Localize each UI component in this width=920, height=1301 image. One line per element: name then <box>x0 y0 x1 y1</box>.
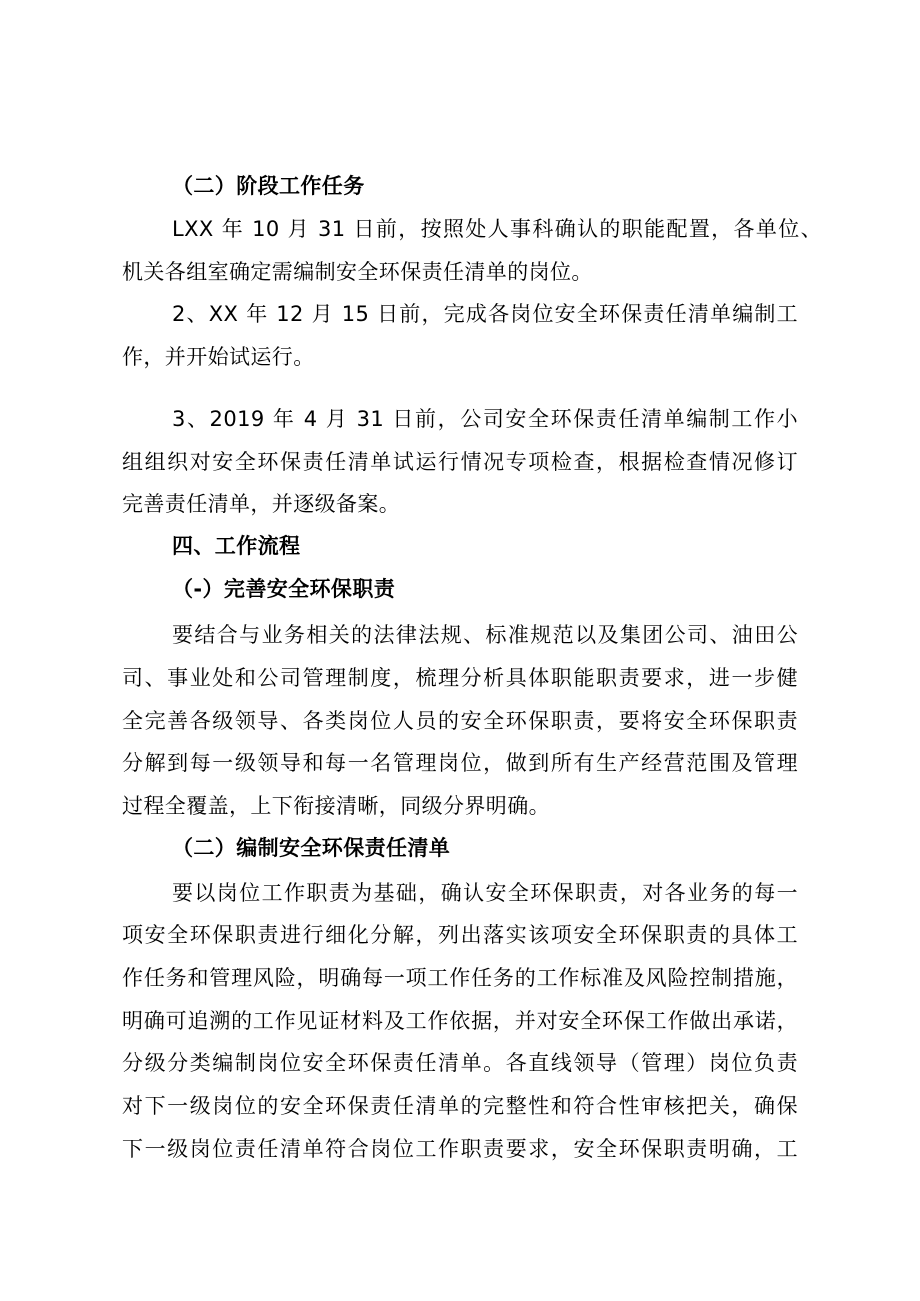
paragraph-line: 要以岗位工作职责为基础，确认安全环保职责，对各业务的每一 <box>172 881 798 905</box>
paragraph-line: 明确可追溯的工作见证材料及工作依据，并对安全环保工作做出承诺， <box>122 1009 798 1033</box>
paragraph-line: 要结合与业务相关的法律法规、标准规范以及集团公司、油田公 <box>172 623 798 647</box>
paragraph-line: 组组织对安全环保责任清单试运行情况专项检查，根据检查情况修订 <box>122 450 798 474</box>
paragraph-line: 过程全覆盖，上下衔接清晰，同级分界明确。 <box>122 794 550 818</box>
paragraph-line: 作任务和管理风险，明确每一项工作任务的工作标准及风险控制措施， <box>122 966 798 990</box>
subheading-improve-duties: （-）完善安全环保职责 <box>172 577 396 601</box>
paragraph-line: 完善责任清单，并逐级备案。 <box>122 492 401 516</box>
paragraph-line: 全完善各级领导、各类岗位人员的安全环保职责，要将安全环保职责 <box>122 709 798 733</box>
subheading-compile-list: （二）编制安全环保责任清单 <box>172 836 451 860</box>
paragraph-line: 3、2019 年 4 月 31 日前，公司安全环保责任清单编制工作小 <box>172 407 798 431</box>
paragraph-line: LXX 年 10 月 31 日前，按照处人事科确认的职能配置，各单位、 <box>172 217 822 241</box>
paragraph-line: 机关各组室确定需编制安全环保责任清单的岗位。 <box>122 260 593 284</box>
paragraph-line: 分级分类编制岗位安全环保责任清单。各直线领导（管理）岗位负责 <box>122 1051 798 1075</box>
paragraph-line: 作，并开始试运行。 <box>122 345 315 369</box>
paragraph-line: 对下一级岗位的安全环保责任清单的完整性和符合性审核把关，确保 <box>122 1094 798 1118</box>
paragraph-line: 2、XX 年 12 月 15 日前，完成各岗位安全环保责任清单编制工 <box>172 302 798 326</box>
section-heading-workflow: 四、工作流程 <box>172 534 301 558</box>
subheading-stage-tasks: （二）阶段工作任务 <box>172 174 365 198</box>
paragraph-line: 司、事业处和公司管理制度，梳理分析具体职能职责要求，进一步健 <box>122 666 798 690</box>
paragraph-line: 分解到每一级领导和每一名管理岗位，做到所有生产经营范围及管理 <box>122 751 798 775</box>
paragraph-line: 下一级岗位责任清单符合岗位工作职责要求，安全环保职责明确，工 <box>122 1137 798 1161</box>
paragraph-line: 项安全环保职责进行细化分解，列出落实该项安全环保职责的具体工 <box>122 923 798 947</box>
